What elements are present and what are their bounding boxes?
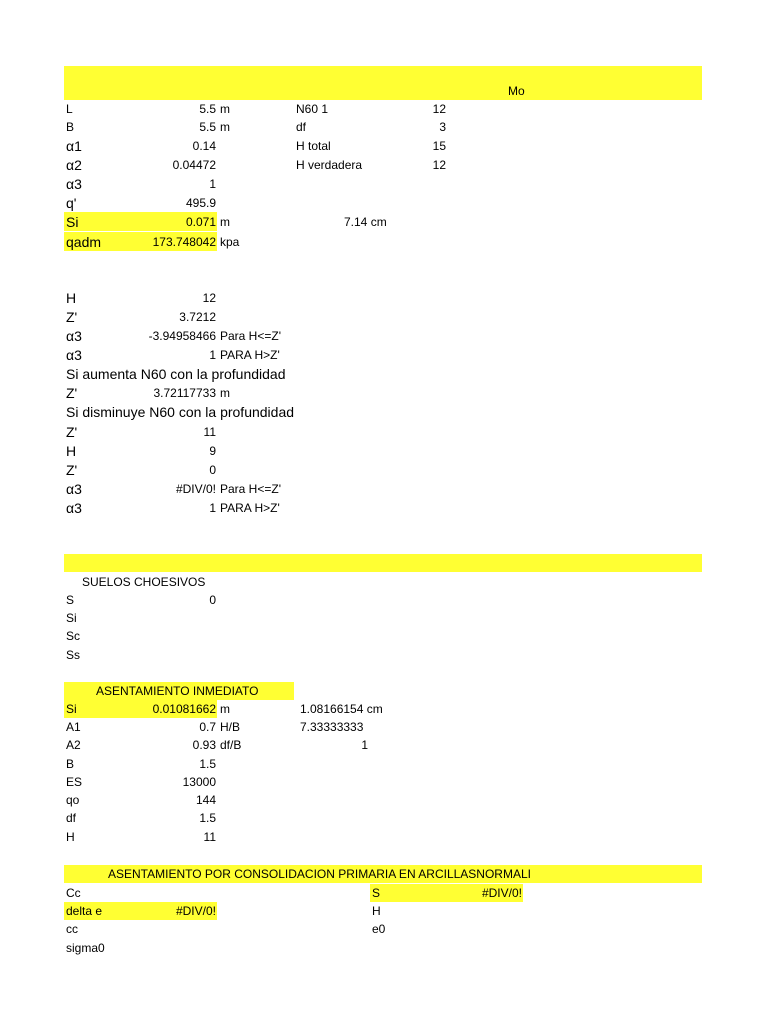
immediate-value-3: 1 (361, 738, 368, 752)
param-label: qadm (66, 234, 102, 250)
consolidation-label: cc (66, 922, 78, 936)
immediate-unit: H/B (220, 720, 241, 734)
depth-label: Z' (66, 462, 78, 478)
depth-heading: Si aumenta N60 con la profundidad (66, 366, 286, 382)
param-label-2: N60 1 (296, 102, 329, 116)
depth-label: H (66, 290, 77, 306)
param-unit: m (220, 120, 230, 134)
section-divider-bar (64, 554, 702, 572)
param-unit: m (220, 215, 230, 229)
depth-value: 3.72117733 (153, 386, 216, 400)
cohesive-value: 0 (209, 593, 216, 607)
immediate-label: Si (66, 702, 77, 716)
param-label: B (66, 120, 75, 134)
param-value: 1 (209, 177, 216, 191)
consolidation-value: #DIV/0! (175, 904, 216, 918)
depth-unit: Para H<=Z' (220, 482, 281, 496)
depth-unit: PARA H>Z' (220, 348, 280, 362)
depth-unit: m (220, 386, 230, 400)
cohesive-title: SUELOS CHOESIVOS (82, 575, 206, 589)
depth-label: H (66, 443, 77, 459)
depth-value: 0 (209, 463, 216, 477)
immediate-label: A1 (66, 720, 81, 734)
param-label: q' (66, 195, 77, 211)
header-title-fragment: Mo (508, 84, 525, 98)
param-label-2: df (296, 120, 307, 134)
immediate-value-2: 1.08166154 cm (300, 702, 383, 716)
consolidation-label: Cc (66, 886, 81, 900)
param-label: α3 (66, 176, 82, 192)
param-label-2: H verdadera (296, 158, 363, 172)
param-value-2: 3 (439, 120, 446, 134)
param-label: L (66, 102, 73, 116)
depth-value: 9 (209, 444, 216, 458)
param-value: 5.5 (199, 120, 216, 134)
depth-label: α3 (66, 347, 82, 363)
depth-value: 12 (202, 291, 216, 305)
immediate-value: 1.5 (199, 757, 216, 771)
cohesive-label: Si (66, 611, 77, 625)
immediate-label: H (66, 830, 75, 844)
header-highlight-bar (64, 66, 702, 100)
immediate-label: df (66, 811, 77, 825)
depth-heading: Si disminuye N60 con la profundidad (66, 404, 295, 420)
cohesive-label: Ss (66, 648, 81, 662)
param-value: 0.071 (185, 215, 216, 229)
param-value-2: 12 (432, 158, 446, 172)
immediate-value: 1.5 (199, 811, 216, 825)
immediate-value: 0.93 (192, 738, 216, 752)
param-value: 0.04472 (172, 158, 216, 172)
consolidation-label: delta e (66, 904, 103, 918)
immediate-value: 144 (195, 793, 216, 807)
param-label-2: H total (296, 139, 331, 153)
depth-value: 1 (209, 501, 216, 515)
param-label: Si (66, 214, 79, 230)
param-value-2: 12 (432, 102, 446, 116)
param-value: 495.9 (185, 196, 216, 210)
depth-label: α3 (66, 481, 82, 497)
depth-value: #DIV/0! (175, 482, 216, 496)
param-label: α1 (66, 138, 82, 154)
immediate-value-2: 7.33333333 (300, 720, 364, 734)
immediate-unit: m (220, 702, 230, 716)
depth-label: Z' (66, 385, 78, 401)
immediate-value: 13000 (182, 775, 216, 789)
param-value: 5.5 (199, 102, 216, 116)
depth-value: -3.94958466 (148, 329, 216, 343)
depth-label: Z' (66, 424, 78, 440)
param-unit: m (220, 102, 230, 116)
depth-label: α3 (66, 500, 82, 516)
param-label: α2 (66, 157, 82, 173)
param-value: 173.748042 (152, 235, 216, 249)
consolidation-label: sigma0 (66, 941, 105, 955)
cohesive-label: S (66, 593, 75, 607)
param-extra: 7.14 cm (344, 215, 387, 229)
consolidation-label-right: S (372, 886, 381, 900)
consolidation-value-right: #DIV/0! (481, 886, 522, 900)
depth-label: α3 (66, 328, 82, 344)
immediate-value: 11 (203, 830, 216, 844)
depth-unit: Para H<=Z' (220, 329, 281, 343)
consolidation-label-right: H (372, 904, 381, 918)
cohesive-label: Sc (66, 629, 81, 643)
consolidation-title: ASENTAMIENTO POR CONSOLIDACION PRIMARIA EN ARCILLASNORMALI (108, 867, 531, 881)
depth-unit: PARA H>Z' (220, 501, 280, 515)
immediate-label: A2 (66, 738, 81, 752)
immediate-label: qo (66, 793, 80, 807)
immediate-title: ASENTAMIENTO INMEDIATO (96, 684, 259, 698)
param-value: 0.14 (192, 139, 216, 153)
depth-label: Z' (66, 309, 78, 325)
immediate-label: ES (66, 775, 83, 789)
depth-value: 3.7212 (179, 310, 216, 324)
immediate-label: B (66, 757, 75, 771)
param-unit: kpa (220, 235, 240, 249)
depth-value: 1 (209, 348, 216, 362)
consolidation-label-right: e0 (372, 922, 386, 936)
param-value-2: 15 (432, 139, 446, 153)
immediate-value: 0.01081662 (152, 702, 216, 716)
depth-value: 11 (203, 425, 216, 439)
immediate-unit: df/B (220, 738, 242, 752)
immediate-value: 0.7 (199, 720, 216, 734)
